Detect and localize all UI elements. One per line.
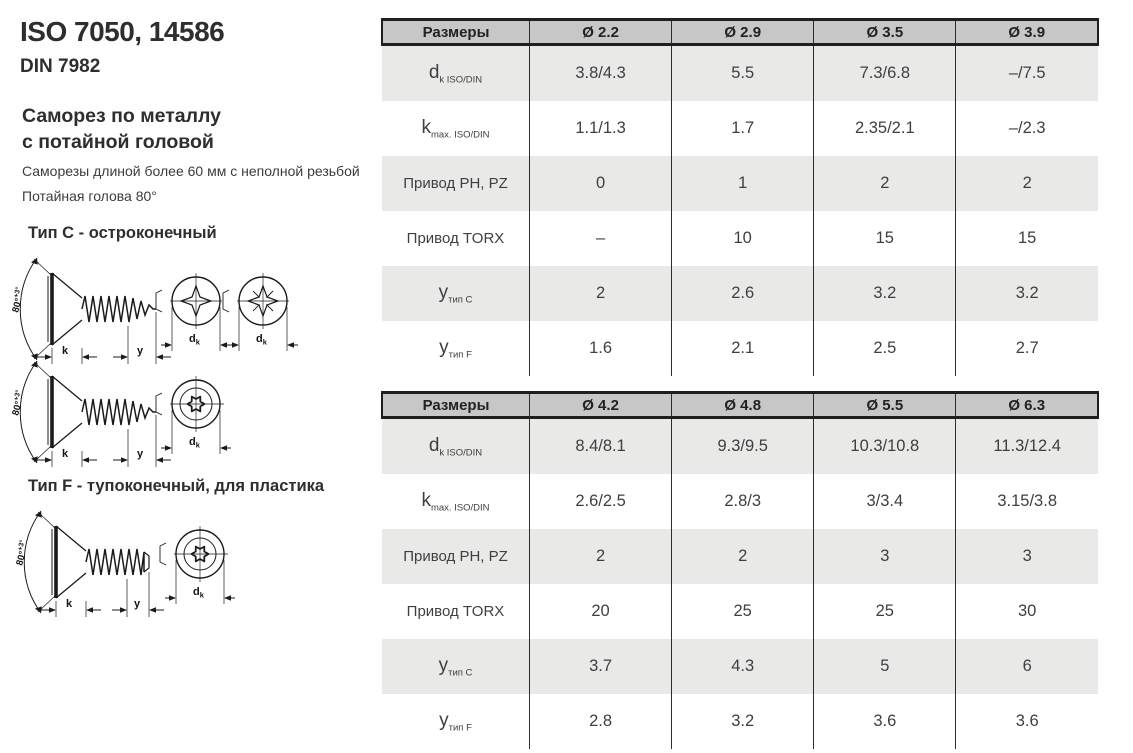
cell-value: 1 <box>672 156 814 211</box>
cell-value: 10 <box>672 211 814 266</box>
dimensions-table <box>381 18 1099 376</box>
table-row <box>382 694 1098 749</box>
cell-value: 0 <box>530 156 672 211</box>
row-label: $k_{max. ISO/DIN}$ <box>382 101 530 156</box>
cell-value: 1.1/1.3 <box>530 101 672 156</box>
table-row <box>382 321 1098 376</box>
table-header-label: Размеры <box>382 20 530 45</box>
cell-value: 3.6 <box>814 694 956 749</box>
column-header: Ø 4.2 <box>530 393 672 418</box>
table-row <box>382 101 1098 156</box>
table-row <box>382 211 1098 266</box>
cell-value: 5.5 <box>672 45 814 102</box>
row-label: Привод PH, PZ <box>382 156 530 211</box>
row-label: $d_{k ISO/DIN}$ <box>382 418 530 475</box>
dim-label-k: k <box>66 598 73 610</box>
column-header: Ø 5.5 <box>814 393 956 418</box>
cell-value: 7.3/6.8 <box>814 45 956 102</box>
cell-value: 3.6 <box>1015 712 1039 730</box>
cell-value: 2.7 <box>1015 339 1039 357</box>
cell-value: 2 <box>814 156 956 211</box>
angle-label: 80°$^{+3^\circ}$ <box>14 539 29 567</box>
dim-label-dk: $d_k$ <box>256 333 267 347</box>
type-c-heading: Тип C - остроконечный <box>28 224 217 242</box>
row-label: Привод TORX <box>382 584 530 639</box>
cell-value: 2 <box>956 156 1098 211</box>
screw-side-view-sharp <box>20 258 171 364</box>
column-header: Ø 2.9 <box>672 20 814 45</box>
cell-value: 3.2 <box>956 266 1098 321</box>
cell-value: 2.35/2.1 <box>814 101 956 156</box>
cell-value: 4.3 <box>672 639 814 694</box>
cell-value: 15 <box>814 211 956 266</box>
table-row <box>382 639 1098 694</box>
cell-value: 1.7 <box>672 101 814 156</box>
cell-value: 2.6/2.5 <box>530 474 672 529</box>
column-header: Ø 6.3 <box>956 393 1098 418</box>
table-row <box>382 45 1098 102</box>
column-header: Ø 3.9 <box>956 20 1098 45</box>
cell-value: 3.2 <box>672 694 814 749</box>
column-header: Ø 3.5 <box>814 20 956 45</box>
size-table-large-diameters <box>381 391 1099 749</box>
cell-value: 5 <box>814 639 956 694</box>
type-c-torx-drawing <box>4 352 244 472</box>
table-row <box>382 156 1098 211</box>
table-row <box>382 584 1098 639</box>
description-line2: Потайная голова 80° <box>22 188 157 204</box>
product-name-line1: Саморез по металлу <box>22 105 221 127</box>
cell-value: 15 <box>1018 229 1037 247</box>
product-description <box>22 159 360 209</box>
table-row <box>382 418 1098 475</box>
cell-value: 3.8/4.3 <box>530 45 672 102</box>
cell-value: –/2.3 <box>1008 119 1046 137</box>
type-f-torx-drawing <box>8 502 248 624</box>
column-header: Ø 4.8 <box>672 393 814 418</box>
cell-value: 3.7 <box>530 639 672 694</box>
din-subtitle: DIN 7982 <box>20 56 101 77</box>
row-label: $d_{k ISO/DIN}$ <box>382 45 530 102</box>
row-label: $y_{тип C}$ <box>382 639 530 694</box>
cell-value: 20 <box>530 584 672 639</box>
cell-value: 2.1 <box>672 321 814 376</box>
dim-label-y: y <box>134 598 141 610</box>
cell-value: 3 <box>956 529 1098 584</box>
row-label: $y_{тип F}$ <box>382 321 530 376</box>
dim-label-dk: $d_k$ <box>193 586 204 600</box>
dim-label-dk: $d_k$ <box>189 333 200 347</box>
cell-value: 2.8 <box>530 694 672 749</box>
dim-label-k: k <box>62 448 69 460</box>
cell-value: 9.3/9.5 <box>672 418 814 475</box>
angle-label: 80°$^{+3^\circ}$ <box>10 286 25 314</box>
cell-value: 2.8/3 <box>672 474 814 529</box>
row-label: $y_{тип C}$ <box>382 266 530 321</box>
type-f-heading: Тип F - тупоконечный, для пластика <box>28 477 325 495</box>
row-label: $y_{тип F}$ <box>382 694 530 749</box>
page-title: ISO 7050, 14586 <box>20 16 225 47</box>
table-row <box>382 474 1098 529</box>
cell-value: 2.6 <box>672 266 814 321</box>
screw-side-view-blunt <box>24 511 164 617</box>
size-table-small-diameters <box>381 18 1099 376</box>
cell-value: 3 <box>814 529 956 584</box>
cell-value: 1.6 <box>530 321 672 376</box>
cell-value: – <box>530 211 672 266</box>
cell-value: 30 <box>1018 602 1037 620</box>
description-line1: Саморезы длиной более 60 мм с неполной резьбой <box>22 163 360 179</box>
cell-value: 3.15/3.8 <box>997 492 1057 510</box>
cell-value: 25 <box>814 584 956 639</box>
product-name <box>22 103 221 155</box>
table-header-label: Размеры <box>382 393 530 418</box>
row-label: Привод TORX <box>382 211 530 266</box>
cell-value: 2.5 <box>814 321 956 376</box>
cell-value: 3.2 <box>814 266 956 321</box>
cell-value: 11.3/12.4 <box>956 418 1098 475</box>
column-header: Ø 2.2 <box>530 20 672 45</box>
dim-label-y: y <box>137 448 144 460</box>
screw-side-view-sharp <box>20 361 171 467</box>
dim-label-y: y <box>137 345 144 357</box>
row-label: $k_{max. ISO/DIN}$ <box>382 474 530 529</box>
dimensions-table <box>381 391 1099 749</box>
cell-value: 2 <box>672 529 814 584</box>
cell-value: 8.4/8.1 <box>530 418 672 475</box>
table-row <box>382 529 1098 584</box>
cell-value: 10.3/10.8 <box>814 418 956 475</box>
table-row <box>382 266 1098 321</box>
cell-value: 2 <box>530 529 672 584</box>
cell-value: 3/3.4 <box>814 474 956 529</box>
dim-label-k: k <box>62 345 69 357</box>
row-label: Привод PH, PZ <box>382 529 530 584</box>
cell-value: 2 <box>530 266 672 321</box>
angle-label: 80°$^{+3^\circ}$ <box>10 389 25 417</box>
dim-label-dk: $d_k$ <box>189 436 200 450</box>
cell-value: –/7.5 <box>956 45 1098 102</box>
product-name-line2: с потайной головой <box>22 131 214 153</box>
cell-value: 6 <box>956 639 1098 694</box>
cell-value: 25 <box>672 584 814 639</box>
